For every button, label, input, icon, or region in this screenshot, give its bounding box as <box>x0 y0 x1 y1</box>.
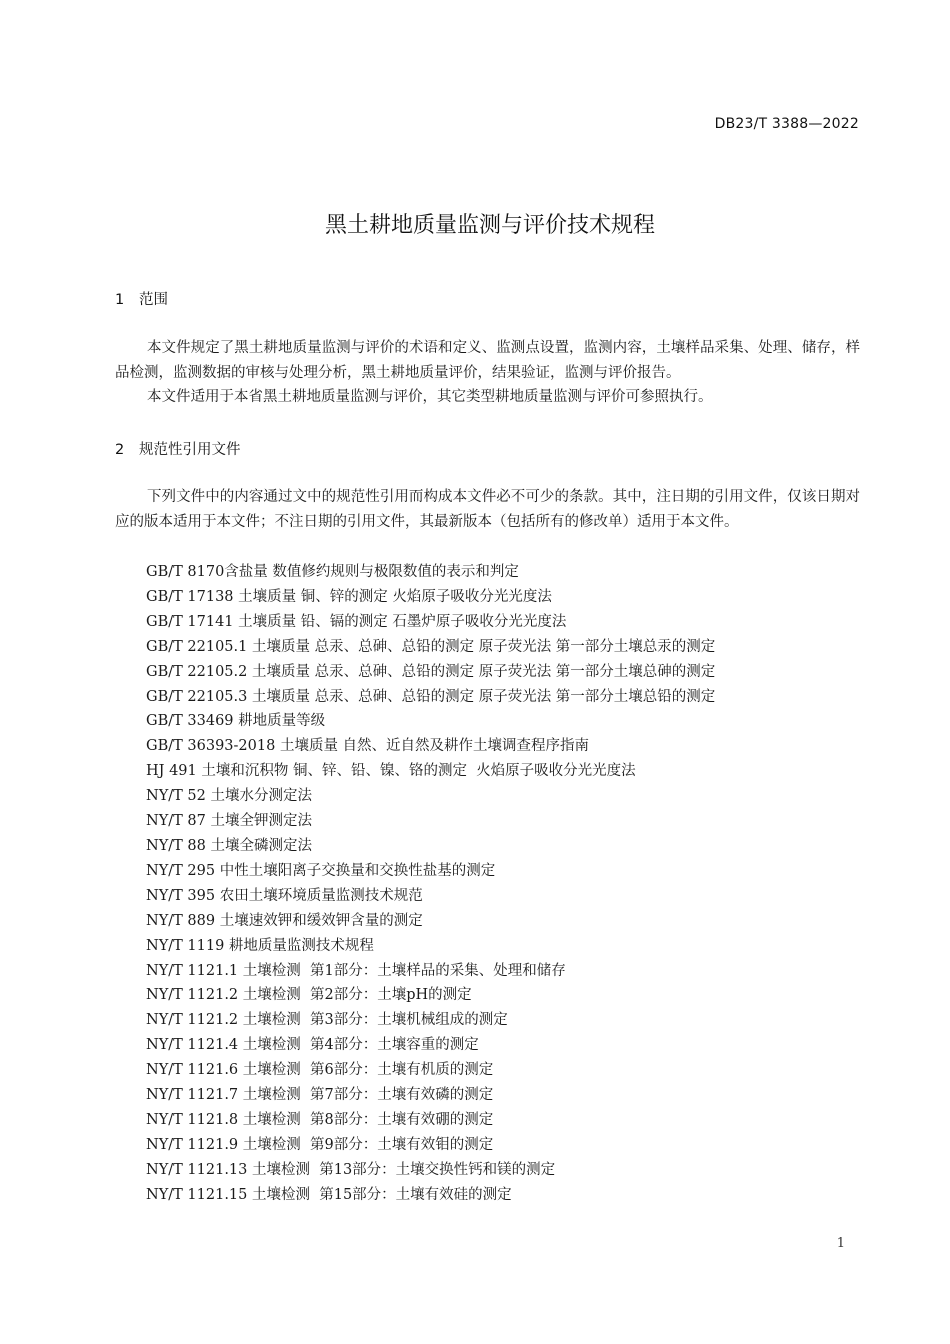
section-2-title: 规范性引用文件 <box>139 442 241 458</box>
reference-item: GB/T 8170含盐量 数值修约规则与极限数值的表示和判定 <box>146 564 519 580</box>
document-title: 黑土耕地质量监测与评价技术规程 <box>324 213 655 238</box>
normative-references-list <box>146 560 715 1208</box>
reference-item: NY/T 295 中性土壤阳离子交换量和交换性盐基的测定 <box>146 862 496 879</box>
reference-item: NY/T 88 土壤全磷测定法 <box>146 837 312 854</box>
reference-item: NY/T 1121.6 土壤检测 第6部分：土壤有机质的测定 <box>146 1062 494 1079</box>
reference-item: NY/T 1121.9 土壤检测 第9部分：土壤有效钼的测定 <box>146 1136 494 1153</box>
page-number: 1 <box>836 1236 845 1251</box>
reference-item: NY/T 1121.15 土壤检测 第15部分：土壤有效硅的测定 <box>146 1186 512 1203</box>
reference-item: NY/T 1121.13 土壤检测 第13部分：土壤交换性钙和镁的测定 <box>146 1161 556 1178</box>
reference-item: NY/T 87 土壤全钾测定法 <box>146 813 312 830</box>
scope-paragraph-2: 本文件适用于本省黑土耕地质量监测与评价，其它类型耕地质量监测与评价可参照执行。 <box>147 389 713 405</box>
reference-item: NY/T 395 农田土壤环境质量监测技术规范 <box>146 887 423 904</box>
section-1-number: 1 <box>115 292 125 308</box>
reference-item: NY/T 1121.2 土壤检测 第3部分：土壤机械组成的测定 <box>146 1012 508 1029</box>
section-1-title: 范围 <box>139 292 168 308</box>
reference-item: HJ 491 土壤和沉积物 铜、锌、铅、镍、铬的测定 火焰原子吸收分光光度法 <box>146 763 636 780</box>
reference-item: GB/T 33469 耕地质量等级 <box>146 713 326 730</box>
reference-item: NY/T 1121.7 土壤检测 第7部分：土壤有效磷的测定 <box>146 1087 494 1104</box>
section-2-heading <box>115 438 241 459</box>
reference-item: NY/T 889 土壤速效钾和缓效钾含量的测定 <box>146 912 423 929</box>
reference-item: NY/T 1119 耕地质量监测技术规程 <box>146 937 374 954</box>
section-2-number: 2 <box>115 442 125 458</box>
scope-paragraph-1: 本文件规定了黑土耕地质量监测与评价的术语和定义、监测点设置，监测内容，土壤样品采集、处理、储存，样品检测，监测数据的审核与处理分析，黑土耕地质量评价，结果验证，监测与评价报告。 <box>115 340 860 381</box>
reference-item: NY/T 1121.4 土壤检测 第4部分：土壤容重的测定 <box>146 1037 479 1054</box>
reference-item: GB/T 36393-2018 土壤质量 自然、近自然及耕作土壤调查程序指南 <box>146 738 590 755</box>
reference-item: GB/T 17141 土壤质量 铅、镉的测定 石墨炉原子吸收分光光度法 <box>146 613 567 630</box>
reference-item: GB/T 22105.1 土壤质量 总汞、总砷、总铅的测定 原子荧光法 第一部分土壤总汞的测定 <box>146 638 716 655</box>
reference-item: NY/T 1121.1 土壤检测 第1部分：土壤样品的采集、处理和储存 <box>146 962 566 979</box>
reference-item: GB/T 17138 土壤质量 铜、锌的测定 火焰原子吸收分光光度法 <box>146 588 552 605</box>
reference-item: GB/T 22105.3 土壤质量 总汞、总砷、总铅的测定 原子荧光法 第一部分土壤总铅的测定 <box>146 688 716 705</box>
document-number: DB23/T 3388—2022 <box>714 116 859 132</box>
section-1-heading <box>115 288 168 309</box>
reference-item: GB/T 22105.2 土壤质量 总汞、总砷、总铅的测定 原子荧光法 第一部分土壤总砷的测定 <box>146 663 716 680</box>
reference-item: NY/T 1121.8 土壤检测 第8部分：土壤有效硼的测定 <box>146 1111 494 1128</box>
reference-item: NY/T 1121.2 土壤检测 第2部分：土壤pH的测定 <box>146 987 472 1004</box>
references-intro-paragraph: 下列文件中的内容通过文中的规范性引用而构成本文件必不可少的条款。其中，注日期的引用文件，仅该日期对应的版本适用于本文件；不注日期的引用文件，其最新版本（包括所有的修改单）适用于本文件。 <box>115 489 860 530</box>
reference-item: NY/T 52 土壤水分测定法 <box>146 788 312 805</box>
